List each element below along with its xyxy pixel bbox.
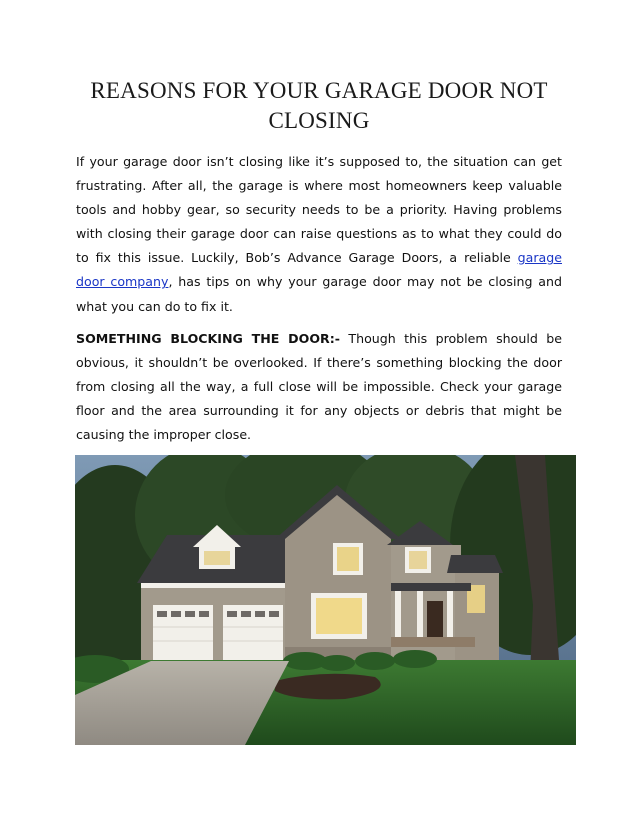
garage-door-company-link[interactable]: garage door company	[76, 250, 562, 290]
house-illustration	[75, 455, 576, 745]
intro-paragraph	[76, 150, 562, 319]
intro-text-after-link: , has tips on why your garage door may not be closing and what you can do to fix it.	[76, 274, 562, 314]
section-body: Though this problem should be obvious, it shouldn’t be overlooked. If there’s something blocking the door from closing all the way, a full close will be impossible. Check your garage floor and the area surrounding it for any objects or debris that might be causing the improper close.	[76, 331, 562, 443]
section-heading: SOMETHING BLOCKING THE DOOR:-	[76, 331, 341, 346]
intro-text-before-link: If your garage door isn’t closing like it’s supposed to, the situation can get frustrating. After all, the garage is where most homeowners keep valuable tools and hobby gear, so security needs to be a priority. Having problems with closing their garage door can raise questions as to what they could do to fix this issue. Luckily, Bob’s Advance Garage Doors, a reliable	[76, 154, 562, 266]
section-blocking-paragraph	[76, 327, 562, 447]
page-title: REASONS FOR YOUR GARAGE DOOR NOT CLOSING	[90, 78, 548, 133]
house-photo	[75, 455, 576, 745]
